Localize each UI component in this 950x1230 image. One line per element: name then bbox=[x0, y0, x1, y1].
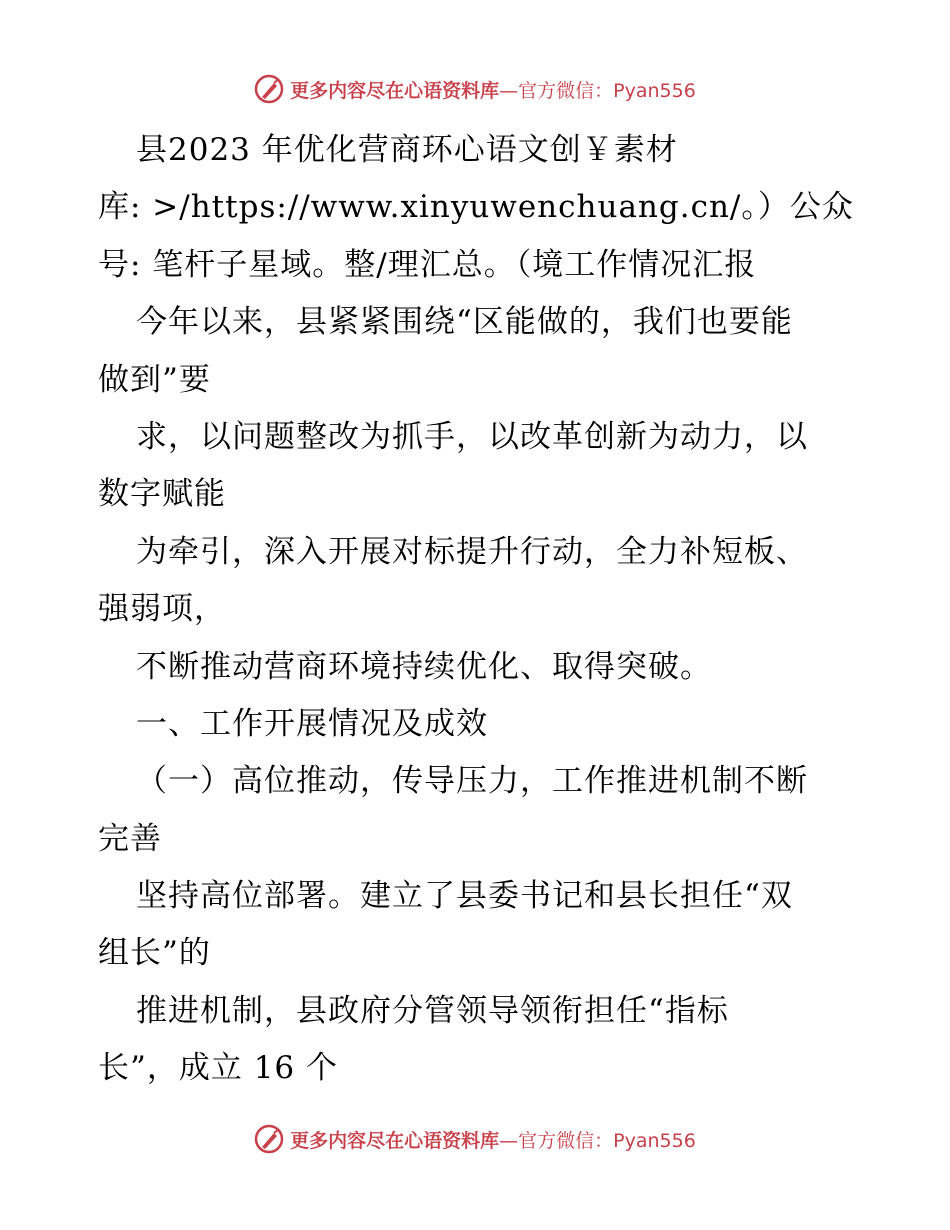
banner-contact-text: —官方微信：Pyan556 bbox=[499, 1129, 696, 1152]
header-banner bbox=[0, 74, 950, 104]
text-line: 号: 笔杆子星域。整/理汇总。（境工作情况汇报 bbox=[98, 246, 757, 283]
text-line: 推进机制，县政府分管领导领衔担任“指标 bbox=[136, 992, 729, 1029]
text-line: 县2023 年优化营商环心语文创￥素材 bbox=[136, 132, 678, 168]
banner-main-text: 更多内容尽在心语资料库 bbox=[290, 1129, 500, 1152]
quill-pen-logo-icon bbox=[254, 1124, 284, 1154]
quill-pen-logo-icon bbox=[254, 74, 284, 104]
document-body bbox=[98, 122, 858, 1098]
text-line: 库: >/https://www.xinyuwenchuang.cn/。）公众 bbox=[98, 189, 854, 226]
banner-main-text: 更多内容尽在心语资料库 bbox=[290, 79, 500, 102]
text-line: 完善 bbox=[98, 820, 162, 857]
text-line: 组长”的 bbox=[98, 935, 211, 972]
banner-contact-text: —官方微信：Pyan556 bbox=[499, 79, 696, 102]
text-line: 做到”要 bbox=[98, 361, 211, 398]
text-line: 强弱项， bbox=[98, 591, 226, 628]
section-heading: 一、工作开展情况及成效 bbox=[136, 705, 488, 742]
text-line: 数字赋能 bbox=[98, 476, 226, 513]
text-line: 长”，成立 16 个 bbox=[98, 1050, 339, 1087]
text-line: 为牵引，深入开展对标提升行动，全力补短板、 bbox=[136, 533, 808, 570]
footer-banner bbox=[0, 1124, 950, 1154]
text-line: 今年以来，县紧紧围绕“区能做的，我们也要能 bbox=[136, 304, 793, 341]
text-line: 坚持高位部署。建立了县委书记和县长担任“双 bbox=[136, 878, 793, 915]
text-line: 求，以问题整改为抓手，以改革创新为动力，以 bbox=[136, 418, 808, 455]
subsection-heading: （一）高位推动，传导压力，工作推进机制不断 bbox=[136, 763, 808, 800]
text-line: 不断推动营商环境持续优化、取得突破。 bbox=[136, 648, 712, 685]
